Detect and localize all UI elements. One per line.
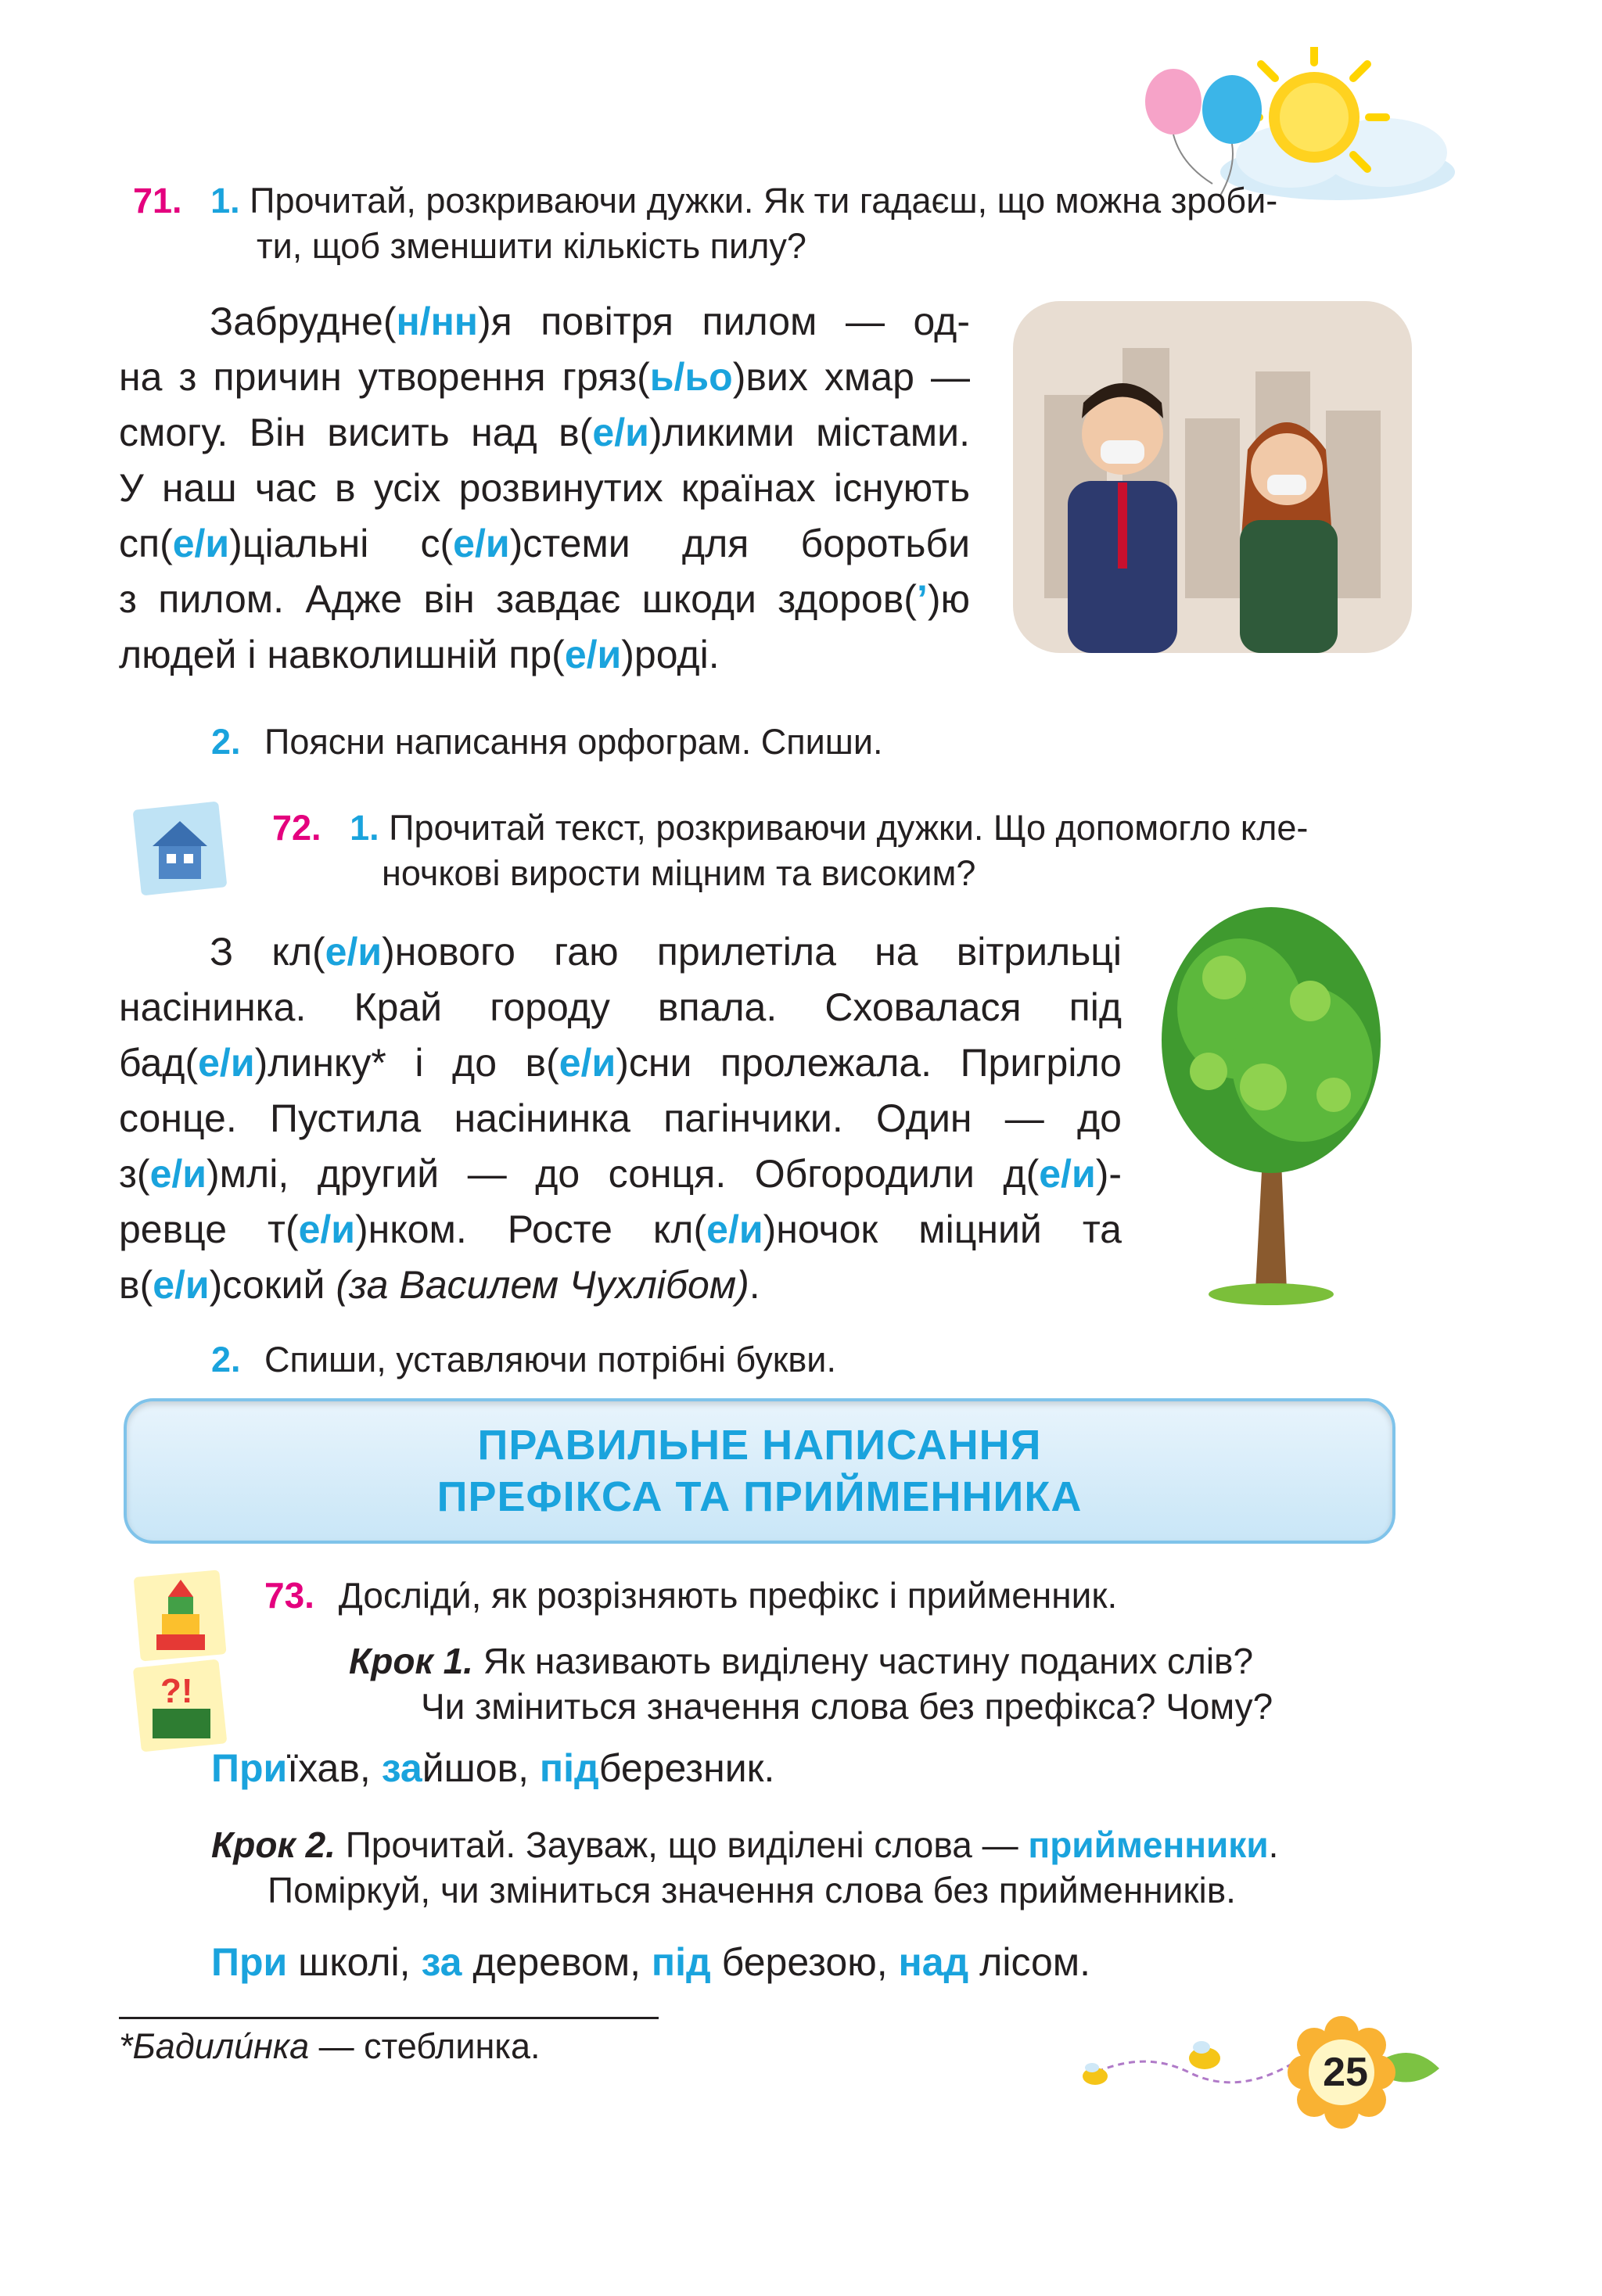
highlighted-letters: е/и [453, 522, 510, 565]
task-71-instruction-line1: Прочитай, розкриваючи дужки. Як ти гадаєш, що можна зроби- [250, 181, 1278, 221]
task-72-part2-text: Спиши, уставляючи потрібні букви. [264, 1340, 836, 1379]
toy-blocks-icon [129, 1564, 231, 1666]
text-run: )роді. [621, 633, 720, 676]
text-run: лісом. [968, 1940, 1091, 1984]
text-line [119, 572, 970, 627]
text-run: школі, [287, 1940, 422, 1984]
text-line [211, 1741, 1385, 1796]
source-attribution: (за Василем Чухлібом) [336, 1263, 749, 1307]
text-run: )стеми для боротьби [509, 522, 970, 565]
footnote-definition: — стеблинка. [309, 2026, 541, 2066]
text-line [119, 405, 970, 461]
text-run: )млі, другий — до сонця. Обгородили д( [207, 1152, 1040, 1196]
text-run: з( [119, 1152, 150, 1196]
step1-line1: Як називають виділену частину поданих слів? [483, 1641, 1254, 1681]
page-number-decoration [1072, 2002, 1447, 2135]
task-71-number: 71. [133, 181, 182, 221]
text-line [119, 461, 970, 516]
text-run: )сни пролежала. Пригріло [616, 1041, 1122, 1085]
text-line [119, 1257, 1122, 1313]
text-run: в( [119, 1263, 153, 1307]
highlighted-letters: е/и [153, 1263, 210, 1307]
highlighted-letters: е/и [172, 522, 230, 565]
svg-text:?!: ?! [160, 1672, 193, 1710]
highlighted-letters: е/и [149, 1152, 207, 1196]
step1-label: Крок 1. [349, 1641, 473, 1681]
step2-line1-a: Прочитай. Зауваж, що виділені слова — [345, 1824, 1029, 1865]
task-73-instruction-text: Досліди́, як розрізняють префікс і прийменник. [338, 1575, 1118, 1616]
man-figure [1068, 383, 1177, 653]
task-71-lines [119, 294, 970, 683]
task-71-sub2: 2. [211, 722, 241, 762]
text-run: У наш час в усіх розвинутих країнах існують [119, 466, 970, 510]
highlighted-letters: ь/ьо [649, 355, 733, 399]
text-run: ревце т( [119, 1207, 299, 1251]
task-72-lines [119, 924, 1122, 1313]
text-run: . [749, 1263, 760, 1307]
text-run: на з причин утворення гряз( [119, 355, 650, 399]
task-72-instruction-line2: ночкові вирости міцним та високим? [382, 853, 976, 893]
examples2-line [211, 1935, 1385, 1990]
examples1-line [211, 1741, 1385, 1796]
task-71-text [119, 294, 970, 683]
text-line [119, 294, 970, 350]
text-run: людей і навколишній пр( [119, 633, 565, 676]
text-run: сонце. Пустила насінинка пагінчики. Один — до [119, 1096, 1122, 1140]
highlighted-letters: під [539, 1746, 599, 1790]
maple-tree-illustration [1146, 884, 1396, 1306]
highlighted-letters: над [898, 1940, 969, 1984]
step2-line2: Поміркуй, чи зміниться значення слова без прийменників. [268, 1870, 1236, 1910]
text-line [119, 1202, 1122, 1257]
house-icon [129, 798, 231, 899]
step1-line2: Чи зміниться значення слова без префікса? Чому? [421, 1686, 1273, 1727]
section-title-banner [124, 1398, 1395, 1544]
text-line [119, 980, 1122, 1035]
highlighted-letters: е/и [298, 1207, 356, 1251]
text-run: )- [1095, 1152, 1122, 1196]
task-71-part2 [211, 719, 1306, 765]
highlighted-letters: е/и [706, 1207, 763, 1251]
highlighted-letters: за [421, 1940, 462, 1984]
task-73-step2 [211, 1822, 1400, 1913]
footnote-word: *Бадили́нка [119, 2026, 310, 2066]
highlighted-letters: е/и [1039, 1152, 1096, 1196]
highlighted-letters: е/и [198, 1041, 255, 1085]
text-run: сп( [119, 522, 173, 565]
text-run: )ю [927, 577, 970, 621]
task-72-text [119, 924, 1122, 1313]
task-71-instruction-line2: ти, щоб зменшити кількість пилу? [257, 226, 806, 266]
step2-line1-c: . [1268, 1824, 1279, 1865]
text-run: їхав, [287, 1746, 382, 1790]
text-run: бад( [119, 1041, 199, 1085]
task-72-part2 [211, 1337, 1306, 1383]
page-number: 25 [1323, 2050, 1368, 2095]
smog-people-illustration [1013, 301, 1412, 653]
text-line [119, 1035, 1122, 1091]
step2-highlight-word: прийменники [1028, 1824, 1269, 1865]
highlighted-letters: При [211, 1746, 288, 1790]
text-run: )сокий [209, 1263, 336, 1307]
text-line [119, 924, 1122, 980]
text-run: з пилом. Адже він завдає шкоди здоров( [119, 577, 917, 621]
section-title-line1: ПРАВИЛЬНЕ НАПИСАННЯ [477, 1422, 1042, 1469]
highlighted-letters: е/и [564, 633, 622, 676]
text-line [211, 1935, 1385, 1990]
highlighted-letters: е/и [592, 411, 649, 454]
highlighted-letters: е/и [325, 930, 383, 974]
task-73-examples2 [211, 1935, 1385, 1990]
section-title-line2: ПРЕФІКСА ТА ПРИЙМЕННИКА [436, 1473, 1083, 1520]
text-line [119, 627, 970, 683]
text-run: )вих хмар — [732, 355, 970, 399]
text-run: березник. [598, 1746, 775, 1790]
task-73-examples1 [211, 1741, 1385, 1796]
text-run: )ликими містами. [648, 411, 970, 454]
text-line [119, 1091, 1122, 1146]
task-71-instruction [133, 178, 1400, 269]
highlighted-letters: за [381, 1746, 422, 1790]
task-71-part2-text: Поясни написання орфограм. Спиши. [264, 722, 883, 762]
woman-figure [1240, 422, 1338, 653]
footnote [119, 2024, 541, 2069]
text-run: йшов, [422, 1746, 540, 1790]
text-run: смогу. Він висить над в( [119, 411, 593, 454]
task-71-sub1: 1. [210, 181, 240, 221]
highlighted-letters: При [211, 1940, 288, 1984]
text-run: насінинка. Край городу впала. Сховалася під [119, 985, 1122, 1029]
highlighted-letters: н/нн [396, 300, 478, 343]
text-run: )ціальні с( [229, 522, 454, 565]
step2-label: Крок 2. [211, 1824, 336, 1865]
text-line [119, 1146, 1122, 1202]
text-run: березою, [710, 1940, 899, 1984]
text-run: Забрудне( [210, 300, 397, 343]
footnote-divider [119, 2017, 659, 2019]
task-73-number: 73. [264, 1575, 314, 1616]
task-72-instruction-line1: Прочитай текст, розкриваючи дужки. Що допомогло кле- [389, 808, 1309, 848]
highlighted-letters: під [651, 1940, 711, 1984]
text-line [119, 516, 970, 572]
task-73-instruction [264, 1573, 1399, 1618]
text-run: )ночок міцний та [763, 1207, 1122, 1251]
text-run: )я повітря пилом — од- [477, 300, 970, 343]
task-73-step1 [349, 1638, 1397, 1729]
text-run: деревом, [462, 1940, 652, 1984]
text-run: )нового гаю прилетіла на вітрильці [382, 930, 1122, 974]
highlighted-letters: е/и [559, 1041, 616, 1085]
text-run: З кл( [210, 930, 325, 974]
text-line [119, 350, 970, 405]
task-72-sub1: 1. [350, 808, 379, 848]
text-run: )линку* і до в( [254, 1041, 559, 1085]
task-72-number: 72. [272, 808, 321, 848]
task-72-sub2: 2. [211, 1340, 241, 1379]
task-72-instruction [272, 805, 1406, 896]
highlighted-letters: ’ [916, 577, 928, 621]
text-run: )нком. Росте кл( [355, 1207, 707, 1251]
